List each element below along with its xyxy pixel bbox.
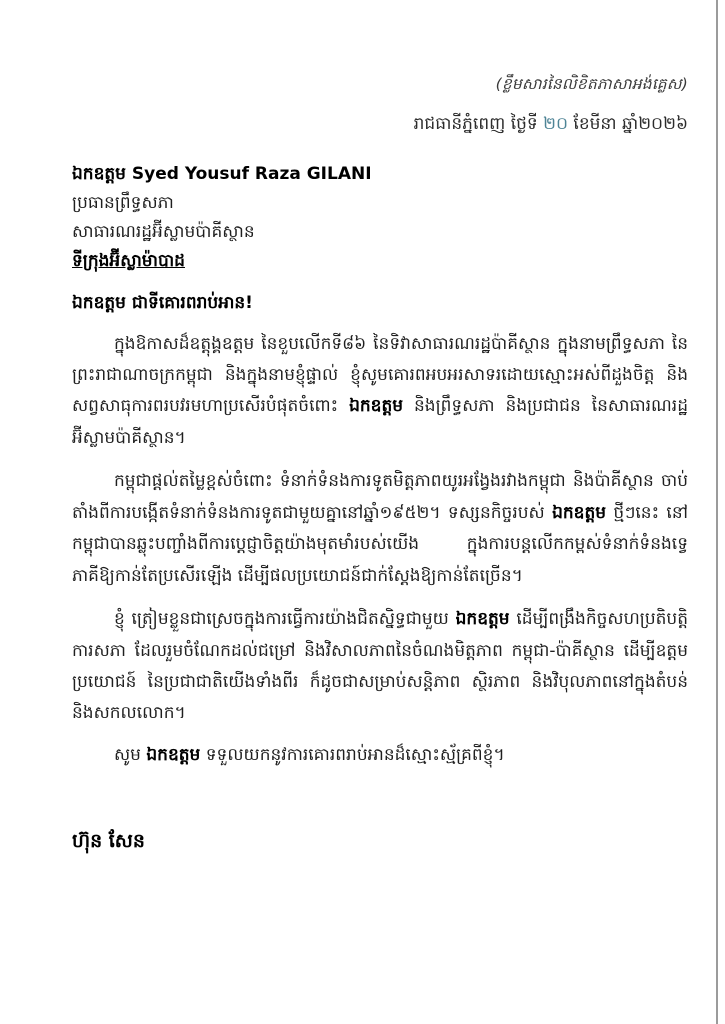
recipient-name: ឯកឧត្តម Syed Yousuf Raza GILANI — [72, 164, 372, 184]
body-paragraph-2: កម្ពុជាផ្តល់តម្លៃខ្ពស់ចំពោះ ទំនាក់ទំនងការទូតមិត្តភាពយូរអង្វែងរវាងកម្ពុជា និងប៉ាគីស្ថាន ចាប់តាំងពីការបង្កើតទំនាក់ទំនងការទូតជាមួយគ្នានៅឆ្នាំ១៩៥២។ ទស្សនកិច្ចរបស់ ឯកឧត្តម ថ្មីៗនេះ នៅកម្ពុជាបានឆ្លុះបញ្ចាំងពីការប្តេជ្ញាចិត្តយ៉ាងមុតមាំរបស់យើង ក្នុងការបន្តលើកកម្ពស់ទំនាក់ទំនងទ្វេភាគីឱ្យកាន់តែប្រសើរឡើង ដើម្បីផលប្រយោជន៍ជាក់ស្តែងឱ្យកាន់តែច្រើន។ — [72, 471, 689, 586]
language-note: (ខ្លឹមសារនៃលិខិតភាសាអង់គ្លេស) — [495, 75, 688, 93]
signature-name: ហ៊ុន សែន — [72, 830, 145, 853]
page-edge-line — [716, 0, 718, 1024]
salutation: ឯកឧត្តម ជាទីគោរពរាប់អាន! — [72, 292, 253, 313]
date-line: រាជធានីភ្នំពេញ ថ្ងៃទី ២០ ខែមីនា ឆ្នាំ២០២៦ — [413, 114, 688, 134]
recipient-country: សាធារណរដ្ឋអ៊ីស្លាមប៉ាគីស្ថាន — [72, 221, 255, 242]
letter-content — [72, 0, 688, 857]
recipient-block — [72, 160, 688, 276]
closing-line: សូម ឯកឧត្តម ទទួលយកនូវការគោរពរាប់អានដ៏ស្មោះស្ម័គ្រពីខ្ញុំ។ — [114, 744, 505, 765]
body-paragraph-3: ខ្ញុំ ត្រៀមខ្លួនជាស្រេចក្នុងការធ្វើការយ៉ាងជិតស្និទ្ធជាមួយ ឯកឧត្តម ដើម្បីពង្រឹងកិច្ចសហប្រតិបត្តិការសភា ដែលរួមចំណែកដល់ជម្រៅ និងវិសាលភាពនៃចំណងមិត្តភាព កម្ពុជា-ប៉ាគីស្ថាន ដើម្បីឧត្តមប្រយោជន៍ នៃប្រជាជាតិយើងទាំងពីរ ក៏ដូចជាសម្រាប់សន្តិភាព ស្ថិរភាព និងវិបុលភាពនៅក្នុងតំបន់ និងសកលលោក។ — [72, 609, 688, 724]
body-paragraph-1: ក្នុងឱកាសដ៏ឧត្តុង្គឧត្តម នៃខួបលើកទី៨៦ នៃទិវាសាធារណរដ្ឋប៉ាគីស្ថាន ក្នុងនាមព្រឹទ្ធសភា នៃព្រះរាជាណាចក្រកម្ពុជា និងក្នុងនាមខ្ញុំផ្ទាល់ ខ្ញុំសូមគោរពអបអរសាទរដោយស្មោះអស់ពីដួងចិត្ត និងសព្វសាធុការពរបវរមហាប្រសើរបំផុតចំពោះ ឯកឧត្តម និងព្រឹទ្ធសភា និងប្រជាជន នៃសាធារណរដ្ឋអ៊ីស្លាមប៉ាគីស្ថាន។ — [72, 333, 688, 448]
recipient-title: ប្រធានព្រឹទ្ធសភា — [72, 192, 174, 213]
recipient-city: ទីក្រុងអ៊ីស្លាម៉ាបាដ — [72, 250, 185, 271]
